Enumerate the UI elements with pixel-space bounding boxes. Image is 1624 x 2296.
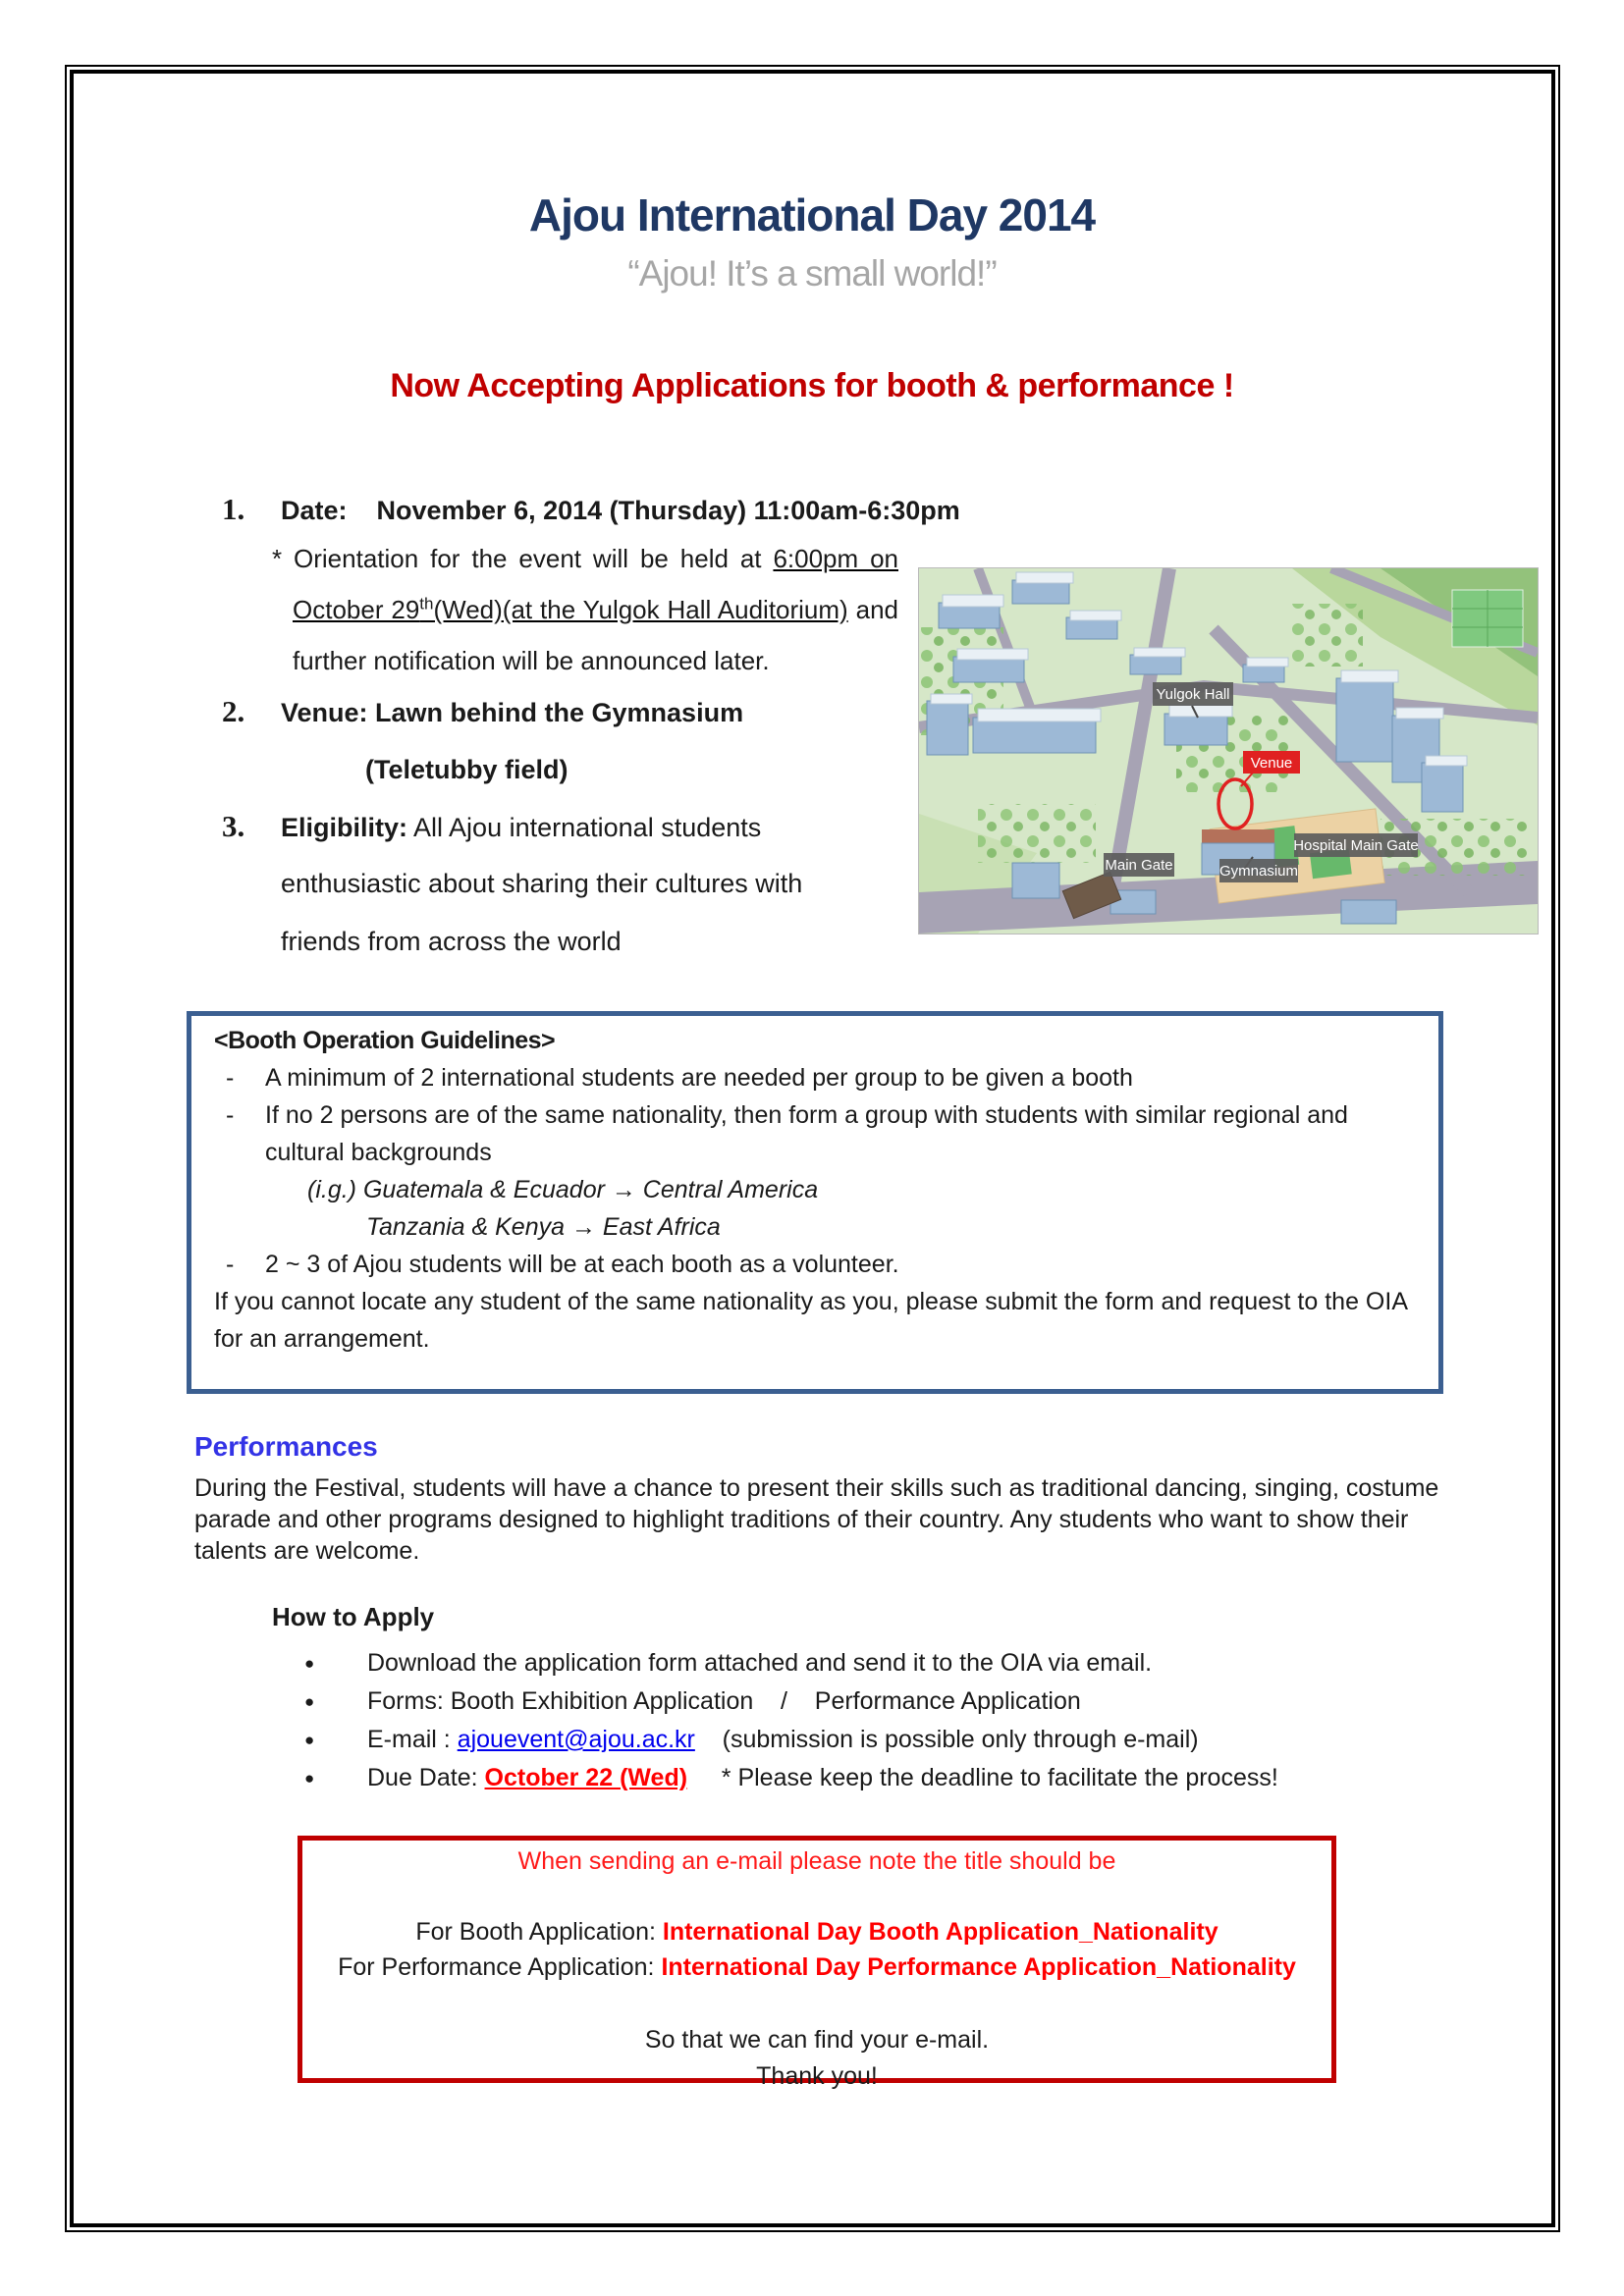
- orientation-line-2: [293, 584, 898, 635]
- map-label-main-gate-text: Main Gate: [1105, 857, 1173, 874]
- notice-find-email: So that we can find your e-mail.: [644, 2026, 990, 2054]
- venue-number: 2.: [222, 694, 245, 728]
- notice-booth-title: International Day Booth Application_Nationality: [662, 1918, 1218, 1946]
- eligibility-number: 3.: [222, 809, 245, 843]
- date-number: 1.: [222, 492, 245, 526]
- apply-item-due-date: [304, 1759, 1278, 1797]
- orientation-underline-2: [293, 595, 848, 624]
- eligibility-text-3: friends from across the world: [281, 927, 622, 956]
- notice-intro: When sending an e-mail please note the title should be: [517, 1847, 1116, 1875]
- map-label-hospital-gate: [1293, 833, 1419, 857]
- notice-booth-label: For Booth Application:: [415, 1918, 663, 1946]
- map-label-main-gate: [1104, 853, 1174, 877]
- guidelines-box: [187, 1011, 1443, 1394]
- notice-performance-label: For Performance Application:: [338, 1953, 662, 1981]
- guidelines-title: <Booth Operation Guidelines>: [214, 1027, 556, 1054]
- bullet-icon: ●: [304, 1653, 315, 1673]
- guideline-text-2-wrap: cultural backgrounds: [265, 1139, 492, 1166]
- date-superscript: th: [419, 594, 434, 614]
- email-label: E-mail :: [367, 1726, 458, 1753]
- map-label-yulgok: [1153, 682, 1233, 706]
- apply-forms-text: Forms: Booth Exhibition Application / Performance Application: [367, 1687, 1081, 1715]
- due-date-label: Due Date:: [367, 1764, 485, 1791]
- dash-marker: -: [226, 1064, 235, 1092]
- how-to-apply-heading: How to Apply: [272, 1602, 435, 1631]
- apply-item-forms: [304, 1682, 1278, 1721]
- guideline-item-3: [214, 1246, 1421, 1283]
- map-courts: [1452, 590, 1523, 647]
- due-date-value: October 22 (Wed): [484, 1764, 688, 1791]
- bullet-icon: ●: [304, 1691, 315, 1711]
- venue-item: [222, 686, 743, 738]
- guideline-item-1: [214, 1059, 1421, 1096]
- bullet-icon: ●: [304, 1730, 315, 1749]
- orientation-line-3: further notification will be announced later.: [293, 646, 770, 675]
- map-label-hospital-gate-text: Hospital Main Gate: [1293, 837, 1419, 854]
- guideline-text-2: If no 2 persons are of the same nationality, then form a group with students with similar regional and: [265, 1101, 1348, 1129]
- orientation-place: (Wed)(at the Yulgok Hall Auditorium): [433, 595, 848, 624]
- due-date-note: * Please keep the deadline to facilitate the process!: [687, 1764, 1278, 1791]
- apply-email-text: [367, 1726, 1199, 1754]
- map-trees: [978, 804, 1096, 863]
- email-note: (submission is possible only through e-mail): [694, 1726, 1199, 1753]
- dash-marker: -: [226, 1101, 235, 1129]
- date-text: Date: November 6, 2014 (Thursday) 11:00am-6:30pm: [281, 496, 960, 525]
- apply-item-email: [304, 1721, 1278, 1759]
- notice-box: [298, 1836, 1336, 2090]
- guideline-text-3: 2 ~ 3 of Ajou students will be at each booth as a volunteer.: [265, 1251, 899, 1278]
- eligibility-label: Eligibility:: [281, 813, 408, 842]
- venue-subtext: (Teletubby field): [365, 755, 568, 784]
- orientation-line-1: [272, 533, 898, 584]
- date-item: [222, 484, 960, 536]
- notice-performance-title: International Day Performance Application_Nationality: [661, 1953, 1296, 1981]
- guidelines-footer-2: for an arrangement.: [214, 1325, 430, 1353]
- map-label-gymnasium: [1219, 859, 1298, 882]
- orientation-text: * Orientation for the event will be held at: [272, 544, 774, 573]
- orientation-underline-1: [773, 544, 898, 573]
- apply-download-text: Download the application form attached and send it to the OIA via email.: [367, 1649, 1153, 1677]
- dash-marker: -: [226, 1251, 235, 1278]
- notice-booth-line: [302, 1917, 1331, 1947]
- eligibility-text-2: enthusiastic about sharing their cultures with: [281, 869, 803, 898]
- email-link[interactable]: ajouevent@ajou.ac.kr: [457, 1726, 695, 1753]
- performances-paragraph: During the Festival, students will have a chance to present their skills such as traditional dancing, singing, costume parade and other programs designed to highlight traditions of their country. Any students who want to show their talents are welcome.: [194, 1474, 1439, 1565]
- bullet-icon: ●: [304, 1768, 315, 1788]
- map-label-venue: [1243, 751, 1300, 774]
- page-subtitle: “Ajou! It’s a small world!”: [627, 253, 997, 294]
- venue-text: Venue: Lawn behind the Gymnasium: [281, 698, 744, 727]
- performances-heading: Performances: [194, 1431, 378, 1462]
- orientation-underline-text: 6:00pm on: [773, 544, 898, 573]
- apply-item-download: [304, 1644, 1278, 1682]
- apply-due-text: [367, 1764, 1278, 1792]
- orientation-note: [272, 533, 898, 686]
- eligibility-text-1: All Ajou international students: [407, 813, 762, 842]
- apply-list: [304, 1644, 1278, 1797]
- map-label-venue-text: Venue: [1250, 755, 1293, 772]
- orientation-date: October 29: [293, 595, 420, 624]
- notice-performance-line: [302, 1952, 1331, 1982]
- guideline-example-1: (i.g.) Guatemala & Ecuador → Central America: [307, 1176, 819, 1203]
- eligibility-item: [222, 801, 761, 853]
- map-trees: [1292, 604, 1363, 667]
- orientation-tail: and: [847, 595, 898, 624]
- announcement-heading: Now Accepting Applications for booth & performance !: [390, 367, 1234, 404]
- map-label-yulgok-text: Yulgok Hall: [1156, 686, 1230, 703]
- guideline-text-1: A minimum of 2 international students are needed per group to be given a booth: [265, 1064, 1133, 1092]
- map-label-gymnasium-text: Gymnasium: [1218, 863, 1299, 880]
- campus-map-image: [918, 567, 1539, 934]
- guidelines-footer-1: If you cannot locate any student of the same nationality as you, please submit the form and request to the OIA: [214, 1288, 1408, 1315]
- notice-thanks: Thank you!: [756, 2062, 878, 2090]
- guideline-item-2: [214, 1096, 1421, 1134]
- page-title: Ajou International Day 2014: [528, 189, 1096, 240]
- guideline-example-2: Tanzania & Kenya → East Africa: [366, 1213, 721, 1241]
